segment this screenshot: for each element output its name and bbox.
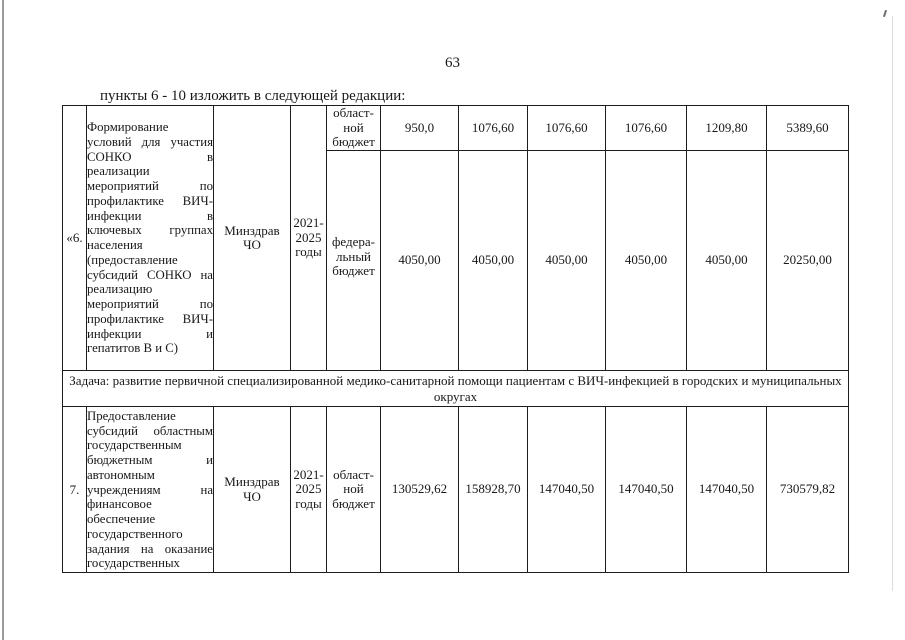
description-line: учреждениям на: [87, 482, 213, 497]
period-cell: [291, 106, 327, 371]
description-line: задания на оказание: [87, 541, 213, 556]
description-line: реализацию: [87, 282, 153, 297]
amount-total-cell: 5389,60: [767, 106, 849, 151]
description-line: автономным: [87, 467, 155, 482]
page-number: 63: [445, 55, 460, 71]
description-line: государственного: [87, 526, 183, 541]
amount-cell: 158928,70: [459, 407, 528, 573]
description-line: инфекции и: [87, 326, 213, 341]
description-cell: [87, 407, 214, 573]
amount-cell: 4050,00: [381, 151, 459, 371]
funding-source-line: федера-: [331, 234, 375, 250]
description-line: финансовое: [87, 497, 152, 512]
description-line: мероприятий по: [87, 179, 213, 193]
period-line: годы: [295, 244, 322, 260]
scan-edge-line: [2, 0, 4, 640]
description-line: (предоставление: [87, 252, 178, 267]
description-line: реализации: [87, 164, 150, 179]
funding-source-line: ной: [343, 481, 364, 497]
amount-cell: 950,0: [381, 106, 459, 151]
funding-source-cell: [327, 407, 381, 573]
scan-edge-line: [892, 16, 893, 591]
row-number: 7.: [69, 482, 80, 498]
task-line: округах: [433, 388, 478, 404]
amount-cell: 4050,00: [687, 151, 767, 371]
amount-cell: 130529,62: [381, 407, 459, 573]
description-line: субсидий СОНКО на: [87, 267, 213, 282]
amount-cell: 1076,60: [606, 106, 687, 151]
description-line: профилактике ВИЧ-: [87, 311, 213, 326]
funding-source-line: ной: [343, 119, 364, 135]
funding-source-line: бюджет: [332, 134, 375, 150]
executor-line: ЧО: [243, 488, 261, 504]
description-line: бюджетным и: [87, 453, 213, 468]
funding-source-line: бюджет: [332, 495, 375, 511]
amount-cell: 1076,60: [528, 106, 606, 151]
description-line: обеспечение: [87, 512, 156, 527]
funding-source-line: бюджет: [332, 263, 375, 279]
task-line: Задача: развитие первичной специализированной медико-санитарной помощи пациентам с ВИЧ-инфекцией в городских и муниципальных: [69, 373, 842, 388]
table-row: [63, 407, 849, 573]
table-body: [63, 106, 849, 573]
period-cell: [291, 407, 327, 573]
row-number: «6.: [66, 229, 83, 245]
funding-source-line: льный: [335, 248, 372, 264]
funding-source-cell: [327, 106, 381, 151]
description-line: инфекции в: [87, 208, 213, 223]
funding-source-cell: [327, 151, 381, 371]
row-number-cell: [63, 407, 87, 573]
row-number-cell: [63, 106, 87, 371]
amount-total-cell: 20250,00: [767, 151, 849, 371]
period-line: 2025: [295, 481, 322, 497]
amount-cell: 1209,80: [687, 106, 767, 151]
period-line: годы: [295, 495, 322, 511]
description-line: Предоставление: [87, 408, 176, 423]
task-row: [63, 371, 849, 407]
executor-line: Минздрав: [224, 222, 280, 238]
description-line: государственных: [87, 556, 180, 571]
amount-cell: 4050,00: [528, 151, 606, 371]
description-line: СОНКО в: [87, 149, 213, 164]
description-line: населения: [87, 238, 143, 252]
amount-cell: 4050,00: [606, 151, 687, 371]
funding-source-line: област-: [333, 105, 374, 121]
intro-text: пункты 6 - 10 изложить в следующей редакции:: [100, 88, 406, 104]
table-row: [63, 106, 849, 151]
funding-source-line: област-: [333, 466, 374, 482]
description-line: субсидий областным: [87, 423, 213, 438]
description-line: профилактике ВИЧ-: [87, 193, 213, 208]
description-line: мероприятий по: [87, 297, 213, 311]
amount-total-cell: 730579,82: [767, 407, 849, 573]
description-line: условий для участия: [87, 134, 213, 149]
executor-line: ЧО: [243, 237, 261, 252]
task-cell: [63, 371, 849, 407]
program-table: [62, 105, 849, 573]
description-cell: [87, 106, 214, 371]
description-line: ключевых группах: [87, 223, 213, 238]
description-line: Формирование: [87, 120, 169, 134]
amount-cell: 4050,00: [459, 151, 528, 371]
description-line: государственным: [87, 438, 182, 453]
executor-line: Минздрав: [224, 474, 280, 489]
description-line: гепатитов В и С): [87, 341, 179, 356]
scan-mark: [883, 10, 887, 17]
amount-cell: 147040,50: [687, 407, 767, 573]
period-line: 2021-: [293, 466, 324, 482]
executor-cell: [214, 407, 291, 573]
amount-cell: 147040,50: [528, 407, 606, 573]
period-line: 2021-: [293, 215, 324, 231]
amount-cell: 1076,60: [459, 106, 528, 151]
executor-cell: [214, 106, 291, 371]
period-line: 2025: [295, 229, 322, 245]
amount-cell: 147040,50: [606, 407, 687, 573]
